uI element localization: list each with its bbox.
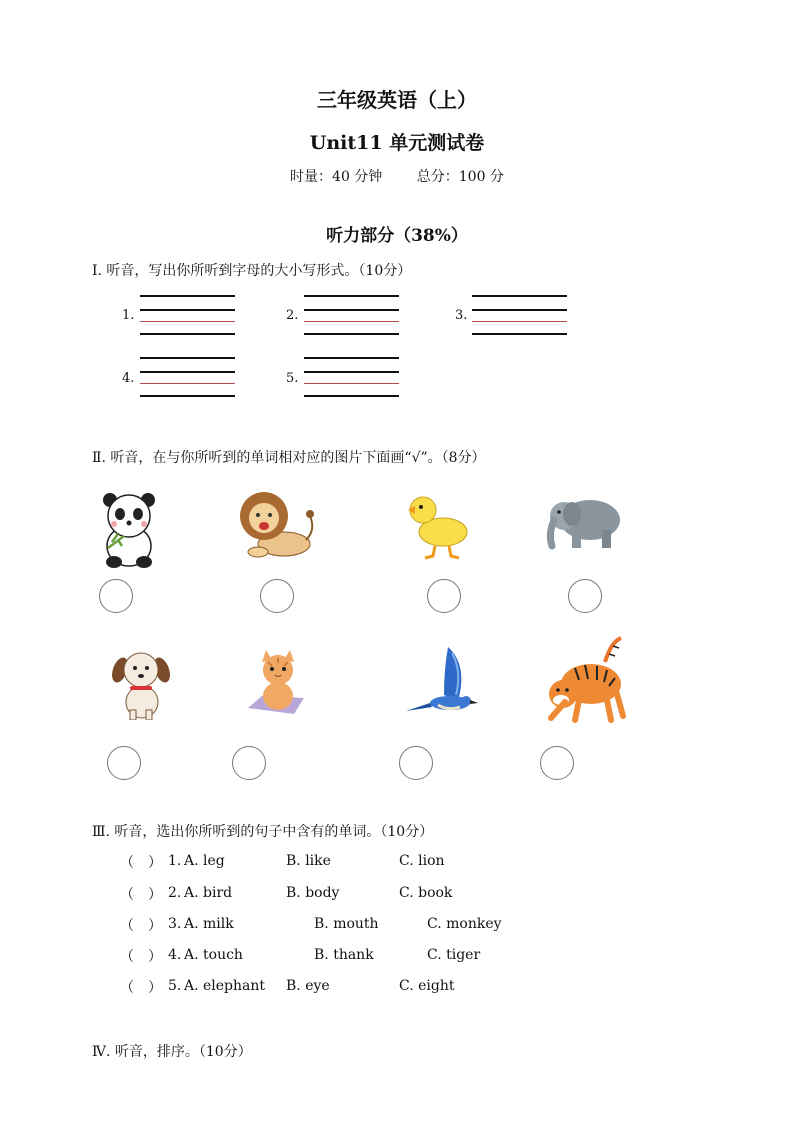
- lion-icon: [238, 488, 318, 560]
- answer-circle-bird[interactable]: [399, 746, 433, 780]
- item-number: 2.: [286, 308, 299, 323]
- part1-instruction: Ⅰ. 听音，写出你所听到字母的大小写形式。（10分）: [92, 263, 412, 279]
- question-number: 3.: [168, 916, 182, 932]
- panda-icon: [98, 488, 160, 570]
- option-b: B. thank: [314, 947, 374, 963]
- item-number: 1.: [122, 308, 135, 323]
- dog-icon: [110, 648, 172, 720]
- answer-circle-panda[interactable]: [99, 579, 133, 613]
- section-title: 听力部分（38%）: [326, 226, 468, 246]
- item-number: 3.: [455, 308, 468, 323]
- option-a: A. bird: [184, 885, 233, 901]
- page-title: 三年级英语（上）: [317, 88, 477, 112]
- option-b: B. mouth: [314, 916, 379, 932]
- option-c: C. book: [399, 885, 453, 901]
- answer-bracket[interactable]: （ ）: [120, 918, 162, 934]
- answer-circle-cat[interactable]: [232, 746, 266, 780]
- question-number: 5.: [168, 978, 182, 994]
- answer-bracket[interactable]: （ ）: [120, 949, 162, 965]
- answer-circle-elephant[interactable]: [568, 579, 602, 613]
- option-c: C. lion: [399, 853, 445, 869]
- option-c: C. tiger: [427, 947, 481, 963]
- elephant-icon: [544, 492, 624, 552]
- option-b: B. eye: [286, 978, 330, 994]
- option-c: C. monkey: [427, 916, 502, 932]
- option-a: A. touch: [184, 947, 243, 963]
- tiger-icon: [545, 632, 627, 724]
- part4-instruction: Ⅳ. 听音，排序。（10分）: [92, 1044, 252, 1060]
- question-number: 2.: [168, 885, 182, 901]
- answer-bracket[interactable]: （ ）: [120, 980, 162, 996]
- question-number: 1.: [168, 853, 182, 869]
- answer-bracket[interactable]: （ ）: [120, 855, 162, 871]
- answer-circle-lion[interactable]: [260, 579, 294, 613]
- answer-circle-duck[interactable]: [427, 579, 461, 613]
- item-number: 5.: [286, 371, 299, 386]
- exam-meta: [0, 166, 794, 186]
- cat-icon: [246, 648, 308, 718]
- option-a: A. leg: [184, 853, 225, 869]
- answer-circle-dog[interactable]: [107, 746, 141, 780]
- option-b: B. body: [286, 885, 340, 901]
- part2-instruction: Ⅱ. 听音，在与你所听到的单词相对应的图片下面画“√”。（8分）: [92, 450, 486, 466]
- option-c: C. eight: [399, 978, 455, 994]
- option-a: A. milk: [184, 916, 234, 932]
- exam-score: 总分：100 分: [416, 169, 504, 185]
- option-b: B. like: [286, 853, 331, 869]
- duck-icon: [405, 490, 471, 560]
- answer-bracket[interactable]: （ ）: [120, 887, 162, 903]
- bird-icon: [404, 645, 480, 717]
- option-a: A. elephant: [184, 978, 266, 994]
- question-number: 4.: [168, 947, 182, 963]
- part3-instruction: Ⅲ. 听音，选出你所听到的句子中含有的单词。（10分）: [92, 824, 434, 840]
- answer-circle-tiger[interactable]: [540, 746, 574, 780]
- page-subtitle: Unit11 单元测试卷: [309, 132, 485, 154]
- exam-time: 时量：40 分钟: [290, 169, 383, 185]
- item-number: 4.: [122, 371, 135, 386]
